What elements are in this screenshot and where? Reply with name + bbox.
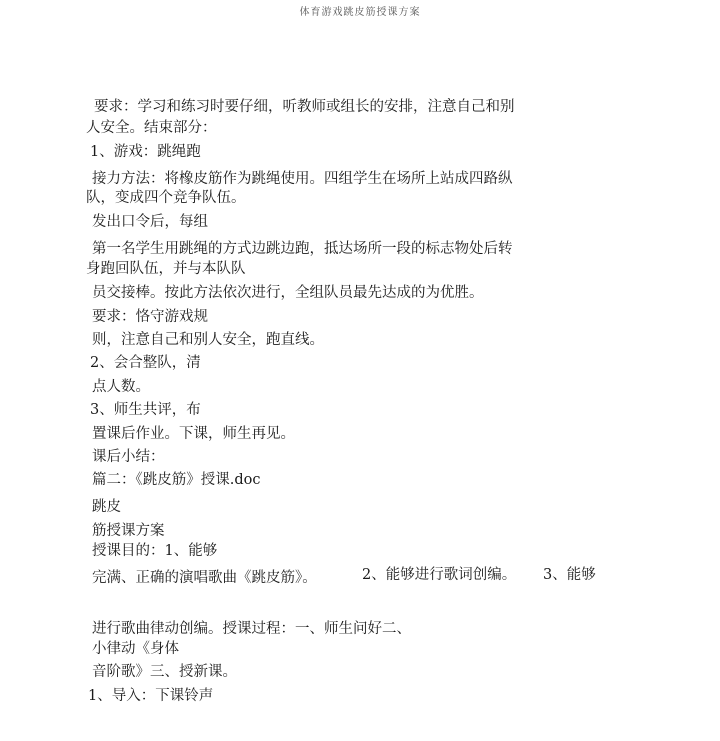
body-line: 发出口令后，每组 — [92, 214, 208, 230]
body-line: 3、师生共评，布 — [90, 402, 201, 418]
body-line: 跳皮 — [92, 499, 121, 515]
body-line: 人安全。结束部分： — [86, 120, 217, 136]
body-line: 要求：恪守游戏规 — [92, 309, 208, 325]
body-line: 筋授课方案 — [92, 523, 165, 539]
body-line: 队，变成四个竞争队伍。 — [86, 190, 246, 206]
page-header-title: 体育游戏跳皮筋授课方案 — [299, 7, 421, 18]
body-line: 授课目的：1、能够 — [92, 543, 218, 559]
body-line: 身跑回队伍，并与本队队 — [86, 261, 246, 277]
body-line: 音阶歌》三、授新课。 — [92, 664, 237, 680]
body-line: 2、能够进行歌词创编。 — [362, 567, 517, 583]
body-line: 第一名学生用跳绳的方式边跳边跑，抵达场所一段的标志物处后转 — [92, 241, 513, 257]
body-line: 篇二：《跳皮筋》授课.doc — [92, 472, 261, 488]
body-line: 1、导入：下课铃声 — [88, 688, 214, 704]
body-line: 则，注意自己和别人安全，跑直线。 — [92, 332, 324, 348]
body-line: 接力方法：将橡皮筋作为跳绳使用。四组学生在场所上站成四路纵 — [92, 171, 513, 187]
body-line: 2、会合整队，清 — [90, 355, 201, 371]
body-line: 进行歌曲律动创编。授课过程：一、师生问好二、 — [92, 621, 411, 637]
body-line: 小律动《身体 — [92, 641, 179, 657]
body-line: 课后小结： — [92, 449, 165, 465]
body-line: 要求：学习和练习时要仔细，听教师或组长的安排，注意自己和别 — [94, 99, 515, 115]
body-line: 点人数。 — [92, 379, 150, 395]
body-line: 1、游戏：跳绳跑 — [90, 144, 201, 160]
body-line: 完满、正确的演唱歌曲《跳皮筋》。 — [92, 570, 317, 586]
body-line: 3、能够 — [543, 567, 596, 583]
body-line: 置课后作业。下课，师生再见。 — [92, 426, 295, 442]
body-line: 员交接棒。按此方法依次进行，全组队员最先达成的为优胜。 — [92, 285, 484, 301]
